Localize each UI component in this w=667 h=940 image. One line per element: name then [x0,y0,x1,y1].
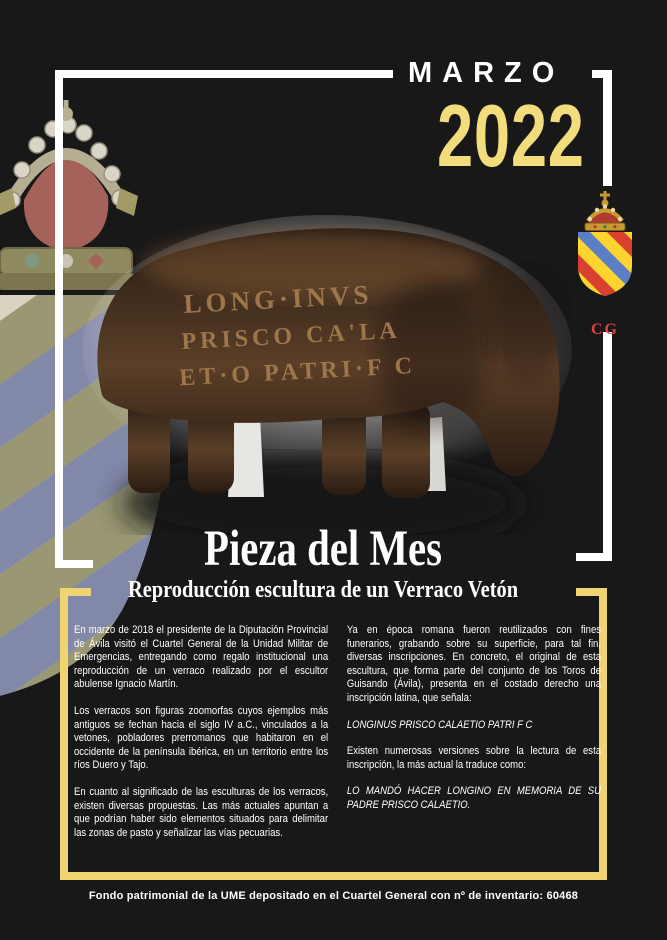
white-frame-right-line-upper [603,70,612,186]
page-subtitle: Reproducción escultura de un Verraco Vetón [127,577,519,603]
body-column-left [74,624,328,853]
latin-translation-text: LO MANDÓ HACER LONGINO EN MEMORIA DE SU PADRE PRISCO CALAETIO. [346,785,601,811]
inscription-line-3: ET·O PATRI·F C [178,352,417,392]
yellow-frame-top-right-stub [576,588,607,596]
sculpture-shading [487,270,567,380]
latin-inscription-text: LONGINUS PRISCO CALAETIO PATRI F C [346,718,533,731]
month-label: MARZO [408,57,565,89]
cg-initials: CG [591,321,619,338]
white-frame-right-line-lower [603,332,612,553]
yellow-frame-left-line [60,588,68,880]
left-paragraph-2: Los verracos son figuras zoomorfas cuyos ejemplos más antiguos se fechan hacia el siglo IV a.C., vinculados a la vetones, pobladores prerromanos que habitaron en el occidente de la península ibérica, en un territorio entre los ríos Duero y Tajo. [74,704,329,772]
subtitle-wrap [0,578,646,602]
left-paragraph-3: En cuanto al significado de las esculturas de los verracos, existen diversas propuestas. Las más actuales apuntan a que podrían haber sido elementos situados para delimitar las zonas de pasto y señalizar las vías pecuarias. [74,785,329,839]
body-column-right [347,624,601,853]
cg-crown-icon [585,191,625,231]
white-frame-top-line [55,70,393,78]
title-wrap [0,521,646,577]
inscription-line-2: PRISCO CA'LA [180,317,402,356]
verraco-photo [72,205,572,535]
footer-inventory-note: Fondo patrimonial de la UME depositado en el Cuartel General con nº de inventario: 60468 [88,890,579,902]
right-paragraph-2: Existen numerosas versiones sobre la lectura de esta inscripción, la más actual la traduce como: [346,745,601,771]
cg-emblem [573,190,637,340]
yellow-frame-bottom-line [60,872,607,880]
page-title: Pieza del Mes [204,521,442,577]
body-columns [74,624,601,853]
right-paragraph-1: Ya en época romana fueron reutilizados con fines funerarios, grabando sobre su superficie, para tal fin, diversas inscripciones. En concreto, el original de esta escultura, que forma parte del conjunto de los Toros de Guisando (Ávila), presenta en el costado derecho una inscripción latina, que señala: [346,624,601,704]
inscription-line-1: LONG·INVS [182,279,374,319]
white-frame-left-line [55,70,63,568]
left-paragraph-1: En marzo de 2018 el presidente de la Diputación Provincial de Ávila visitó el Cuartel General de la Unidad Militar de Emergencias, entregando como regalo institucional una reproducción de un verraco realizado por el escultor abulense Ignacio Martín. [74,624,329,691]
yellow-frame-top-left-stub [60,588,91,596]
year-label: 2022 [437,86,585,185]
